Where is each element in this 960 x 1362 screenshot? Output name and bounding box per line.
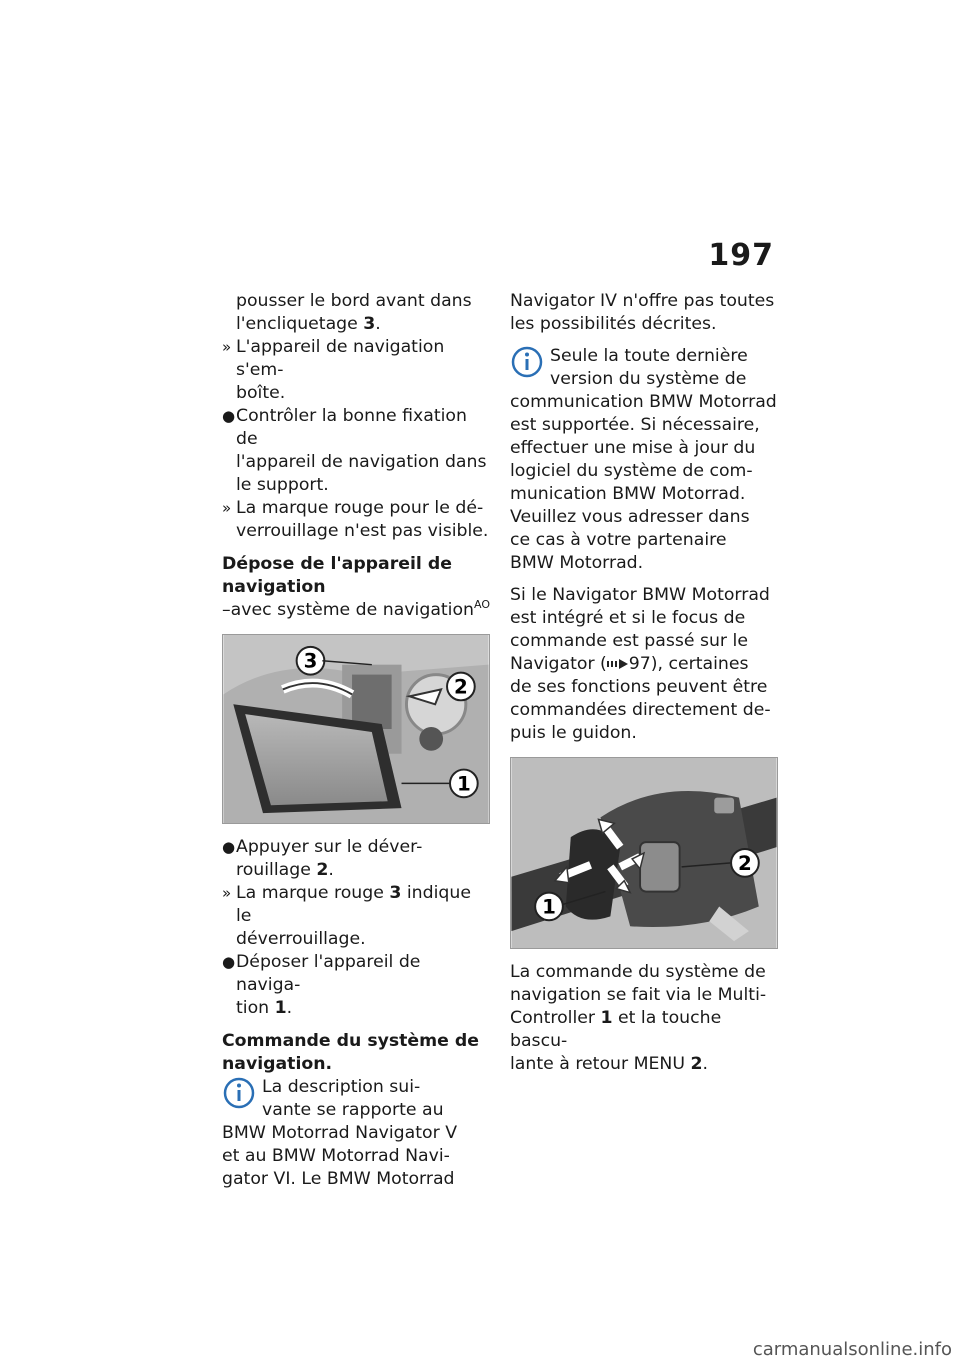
text-line [236, 313, 490, 336]
ref-number: 1 [600, 1008, 613, 1028]
text-line: commande est passé sur le [510, 631, 748, 651]
text-line: Contrôler la bonne fixation de [236, 406, 467, 449]
text-span: indique le [236, 883, 471, 926]
text-line: est supportée. Si nécessaire, [510, 415, 760, 435]
text-span: –avec système de navigation [222, 600, 475, 620]
text-span: . [328, 860, 334, 880]
text-line: l'appareil de navigation dans [236, 452, 487, 472]
text-line [510, 1053, 778, 1076]
text-span: . [286, 998, 293, 1018]
text-line: navigation se fait via le Multi- [510, 985, 767, 1005]
paragraph [510, 961, 778, 1076]
text-line: Si le Navigator BMW Motorrad [510, 585, 770, 605]
text-line: le support. [236, 475, 329, 495]
heading-line: navigation [222, 577, 326, 597]
text-span: . [375, 314, 381, 334]
text-line: ce cas à votre partenaire [510, 530, 727, 550]
bullet-item [222, 405, 490, 497]
text-span: . [702, 1054, 709, 1074]
text-line: La commande du système de [510, 962, 766, 982]
info-icon [222, 1076, 256, 1110]
bullet-dot-icon: ● [222, 953, 236, 971]
page-reference-arrow-icon [607, 658, 629, 670]
option-superscript: AO [474, 598, 491, 612]
text-line [236, 882, 490, 928]
text-line: les possibilités décrites. [510, 314, 717, 334]
text-line: pousser le bord avant dans [236, 291, 472, 311]
text-span: lante à retour MENU [510, 1054, 691, 1074]
text-span: Controller [510, 1008, 601, 1028]
text-span: tion [236, 998, 275, 1018]
ref-number: 2 [316, 860, 329, 880]
text-line: BMW Motorrad. [510, 553, 644, 573]
text-line: est intégré et si le focus de [510, 608, 746, 628]
figure-multi-controller [510, 757, 778, 949]
callout-label-2: 2 [738, 851, 752, 875]
page-number: 197 [708, 238, 774, 273]
source-watermark: carmanualsonline.info [752, 1339, 952, 1360]
text-line: Seule la toute dernière [550, 346, 748, 366]
text-line: puis le guidon. [510, 723, 637, 743]
text-line: effectuer une mise à jour du [510, 438, 756, 458]
ref-number: 3 [363, 314, 376, 334]
text-line: communication BMW Motorrad [510, 392, 777, 412]
result-item [222, 497, 490, 543]
text-line: La marque rouge pour le dé- [236, 498, 484, 518]
left-column [222, 290, 490, 1191]
text-line: de ses fonctions peuvent être [510, 677, 768, 697]
text-line: version du système de [550, 369, 747, 389]
text-line: verrouillage n'est pas visible. [236, 521, 489, 541]
heading-line: Commande du système de [222, 1031, 479, 1051]
text-line: déverrouillage. [236, 929, 366, 949]
text-span: l'encliquetage [236, 314, 364, 334]
bullet-item [222, 951, 490, 1020]
text-line: BMW Motorrad Navigator V [222, 1123, 458, 1143]
text-line: logiciel du système de com- [510, 461, 753, 481]
right-column [510, 290, 778, 1076]
callout-label-2: 2 [454, 675, 468, 699]
result-marker-icon: » [222, 338, 232, 356]
paragraph [510, 584, 778, 745]
text-line: Appuyer sur le déver- [236, 837, 423, 857]
text-line: munication BMW Motorrad. [510, 484, 746, 504]
intro-continuation [236, 290, 490, 336]
text-span: La marque rouge [236, 883, 390, 903]
text-line: commandées directement de- [510, 700, 771, 720]
figure-navigator-removal [222, 634, 490, 824]
result-item [222, 336, 490, 405]
info-note [222, 1076, 490, 1191]
ref-number: 1 [274, 998, 287, 1018]
text-line [510, 653, 778, 676]
text-line: vante se rapporte au [262, 1100, 444, 1120]
result-marker-icon: » [222, 499, 232, 517]
ref-number: 2 [690, 1054, 703, 1074]
text-line [236, 997, 490, 1020]
text-line: et au BMW Motorrad Navi- [222, 1146, 450, 1166]
text-line [236, 859, 490, 882]
text-line: La description sui- [262, 1077, 421, 1097]
heading-line: Dépose de l'appareil de [222, 554, 452, 574]
text-line: Navigator IV n'offre pas toutes [510, 291, 775, 311]
result-item [222, 882, 490, 951]
bullet-item [222, 836, 490, 882]
bullet-dot-icon: ● [222, 838, 236, 856]
heading-line: navigation. [222, 1054, 333, 1074]
callout-label-3: 3 [303, 649, 318, 673]
text-line: Déposer l'appareil de naviga- [236, 952, 421, 995]
info-icon [510, 345, 544, 379]
text-line: boîte. [236, 383, 286, 403]
section-heading [222, 553, 490, 599]
ref-number: 3 [389, 883, 402, 903]
callout-label-1: 1 [542, 895, 556, 919]
section-heading [222, 1030, 490, 1076]
text-span: et la touche bascu- [510, 1008, 722, 1051]
condition-line [222, 599, 490, 622]
text-line: gator VI. Le BMW Motorrad [222, 1169, 455, 1189]
bullet-dot-icon: ● [222, 407, 236, 425]
text-line: L'appareil de navigation s'em- [236, 337, 445, 380]
text-line: Veuillez vous adresser dans [510, 507, 750, 527]
text-span: 97), certaines [628, 654, 749, 674]
text-line [510, 1007, 778, 1053]
text-span: rouillage [236, 860, 317, 880]
text-span: Navigator ( [510, 654, 607, 674]
info-note [510, 345, 778, 575]
result-marker-icon: » [222, 884, 232, 902]
paragraph [510, 290, 778, 336]
callout-label-1: 1 [456, 772, 471, 796]
